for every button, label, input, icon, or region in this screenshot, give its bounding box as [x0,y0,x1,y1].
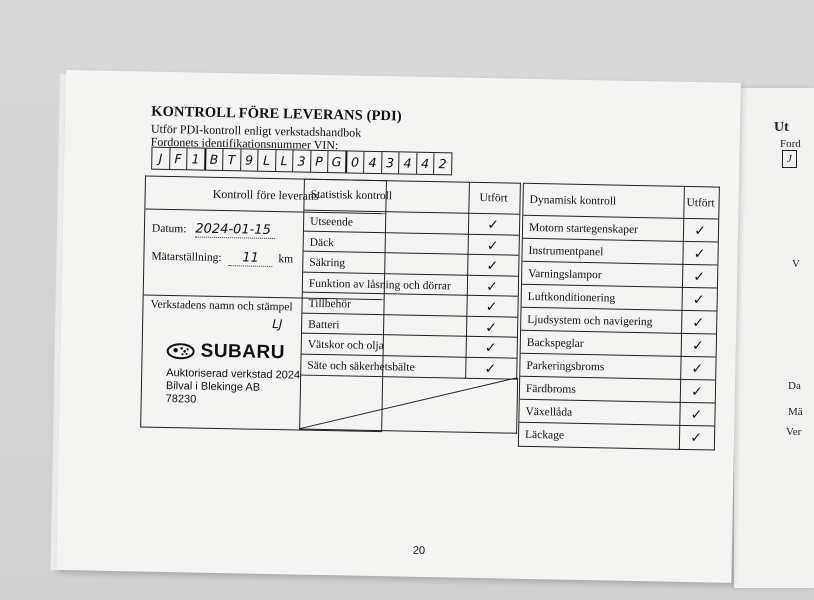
right-page-text-fragment: Ford [780,138,801,150]
vin-char-box: B [206,149,224,170]
check-mark: ✓ [467,234,519,255]
checklist-item: Batteri [302,313,466,337]
page-subtitle: Utför PDI-kontroll enligt verkstadshandbok [150,121,362,140]
check-mark: ✓ [680,311,716,335]
odometer-label: Mätarställning: [151,250,222,265]
vin-char-box: J [152,148,170,169]
diagonal-line [300,374,517,433]
check-mark: ✓ [465,316,517,337]
vin-boxes [151,147,452,176]
left-header: Kontroll före leverans [145,177,386,215]
date-label: Datum: [151,222,187,236]
stamp-line: Auktoriserad verkstad 2024 [166,366,301,382]
page-title: KONTROLL FÖRE LEVERANS (PDI) [151,103,402,125]
vin-char-box: L [276,150,294,171]
right-page-vin-fragment: J [782,150,797,168]
checklist-item: Färdbroms [520,377,680,403]
subaru-logo [166,340,285,364]
check-mark: ✓ [465,296,517,317]
checklist-item: Växellåda [519,400,679,426]
check-mark: ✓ [466,275,518,296]
subaru-stars-icon [166,343,194,360]
right-page-fragment-v: V [792,258,800,270]
checklist-item: Luftkonditionering [522,285,682,311]
check-mark: ✓ [484,360,497,377]
right-page [734,88,814,588]
vin-char-box: 3 [293,150,311,171]
checklist-item: Läckage [524,428,565,442]
brand-name: SUBARU [200,340,286,364]
check-mark: ✓ [690,430,703,447]
vin-char-box: 1 [187,148,206,169]
workshop-label: Verkstadens namn och stämpel [150,298,293,314]
right-page-fragment-date: Da [788,380,801,392]
vin-char-box: F [170,148,188,169]
column-header: Dynamisk kontroll [523,184,684,219]
right-page-title-fragment: Ut [774,120,789,135]
checklist-item: Ljudsystem och navigering [521,308,681,334]
checklist-item: Däck [304,231,468,255]
date-value: 2024-01-15 [195,222,275,240]
check-mark: ✓ [680,334,716,358]
page-number: 20 [412,544,426,557]
dynamic-items-column [518,183,685,450]
check-mark: ✓ [465,337,517,358]
stamp-line: 78230 [165,392,197,406]
check-mark: ✓ [680,288,716,312]
column-header: Statistisk kontroll [304,180,469,214]
vin-char-box: 3 [382,152,400,173]
checklist-item: Vätskor och olja [302,334,466,358]
right-page-fragment-workshop: Ver [786,426,802,438]
vin-char-box: 0 [347,151,365,172]
odometer-row [151,249,293,268]
static-items-column [300,179,470,379]
checklist-item: Tillbehör [302,293,466,317]
odometer-value: 11 [228,250,272,267]
checklist-item: Säkring [303,252,467,276]
right-page-fragment-odo: Mä [788,406,803,418]
checklist-item: Motorn startegenskaper [523,216,683,242]
check-mark: ✓ [467,214,519,235]
odometer-unit: km [278,253,294,266]
workshop-stamp [166,367,301,409]
check-mark: ✓ [682,219,718,243]
vin-char-box: 4 [417,153,435,174]
check-mark: ✓ [678,403,714,427]
document-page [56,70,740,583]
vin-char-box: 4 [399,152,417,173]
vin-label: Fordonets identifikationsnummer VIN: [150,134,339,153]
check-mark: ✓ [466,255,518,276]
vin-char-box: 4 [364,152,382,173]
check-mark: ✓ [679,380,715,404]
static-done-column [464,182,521,380]
stamp-line: Bilval i Blekinge AB [165,379,261,394]
dynamic-done-column [678,186,720,451]
date-row [152,221,276,239]
checklist-item: Varningslampor [522,262,682,288]
vin-char-box: P [311,151,329,172]
checklist-item: Backspeglar [521,331,681,357]
vin-char-box: 9 [241,149,259,170]
checklist-item: Säte och säkerhetsbälte [307,359,415,374]
checklist-item: Instrumentpanel [522,239,682,265]
done-header: Utfört [682,187,719,220]
vin-char-box: T [223,149,241,170]
done-header: Utfört [467,183,520,215]
vin-char-box: 2 [438,156,447,172]
signature: LJ [272,317,283,332]
vin-char-box: G [328,151,347,172]
checklist-item: Parkeringsbroms [520,354,680,380]
vin-char-box: L [258,150,276,171]
check-mark: ✓ [681,242,717,266]
checklist-item: Funktion av låsning och dörrar [303,272,467,296]
check-mark: ✓ [679,357,715,381]
checklist-item: Utseende [304,211,468,235]
static-empty-area [299,374,518,434]
check-mark: ✓ [681,265,717,289]
